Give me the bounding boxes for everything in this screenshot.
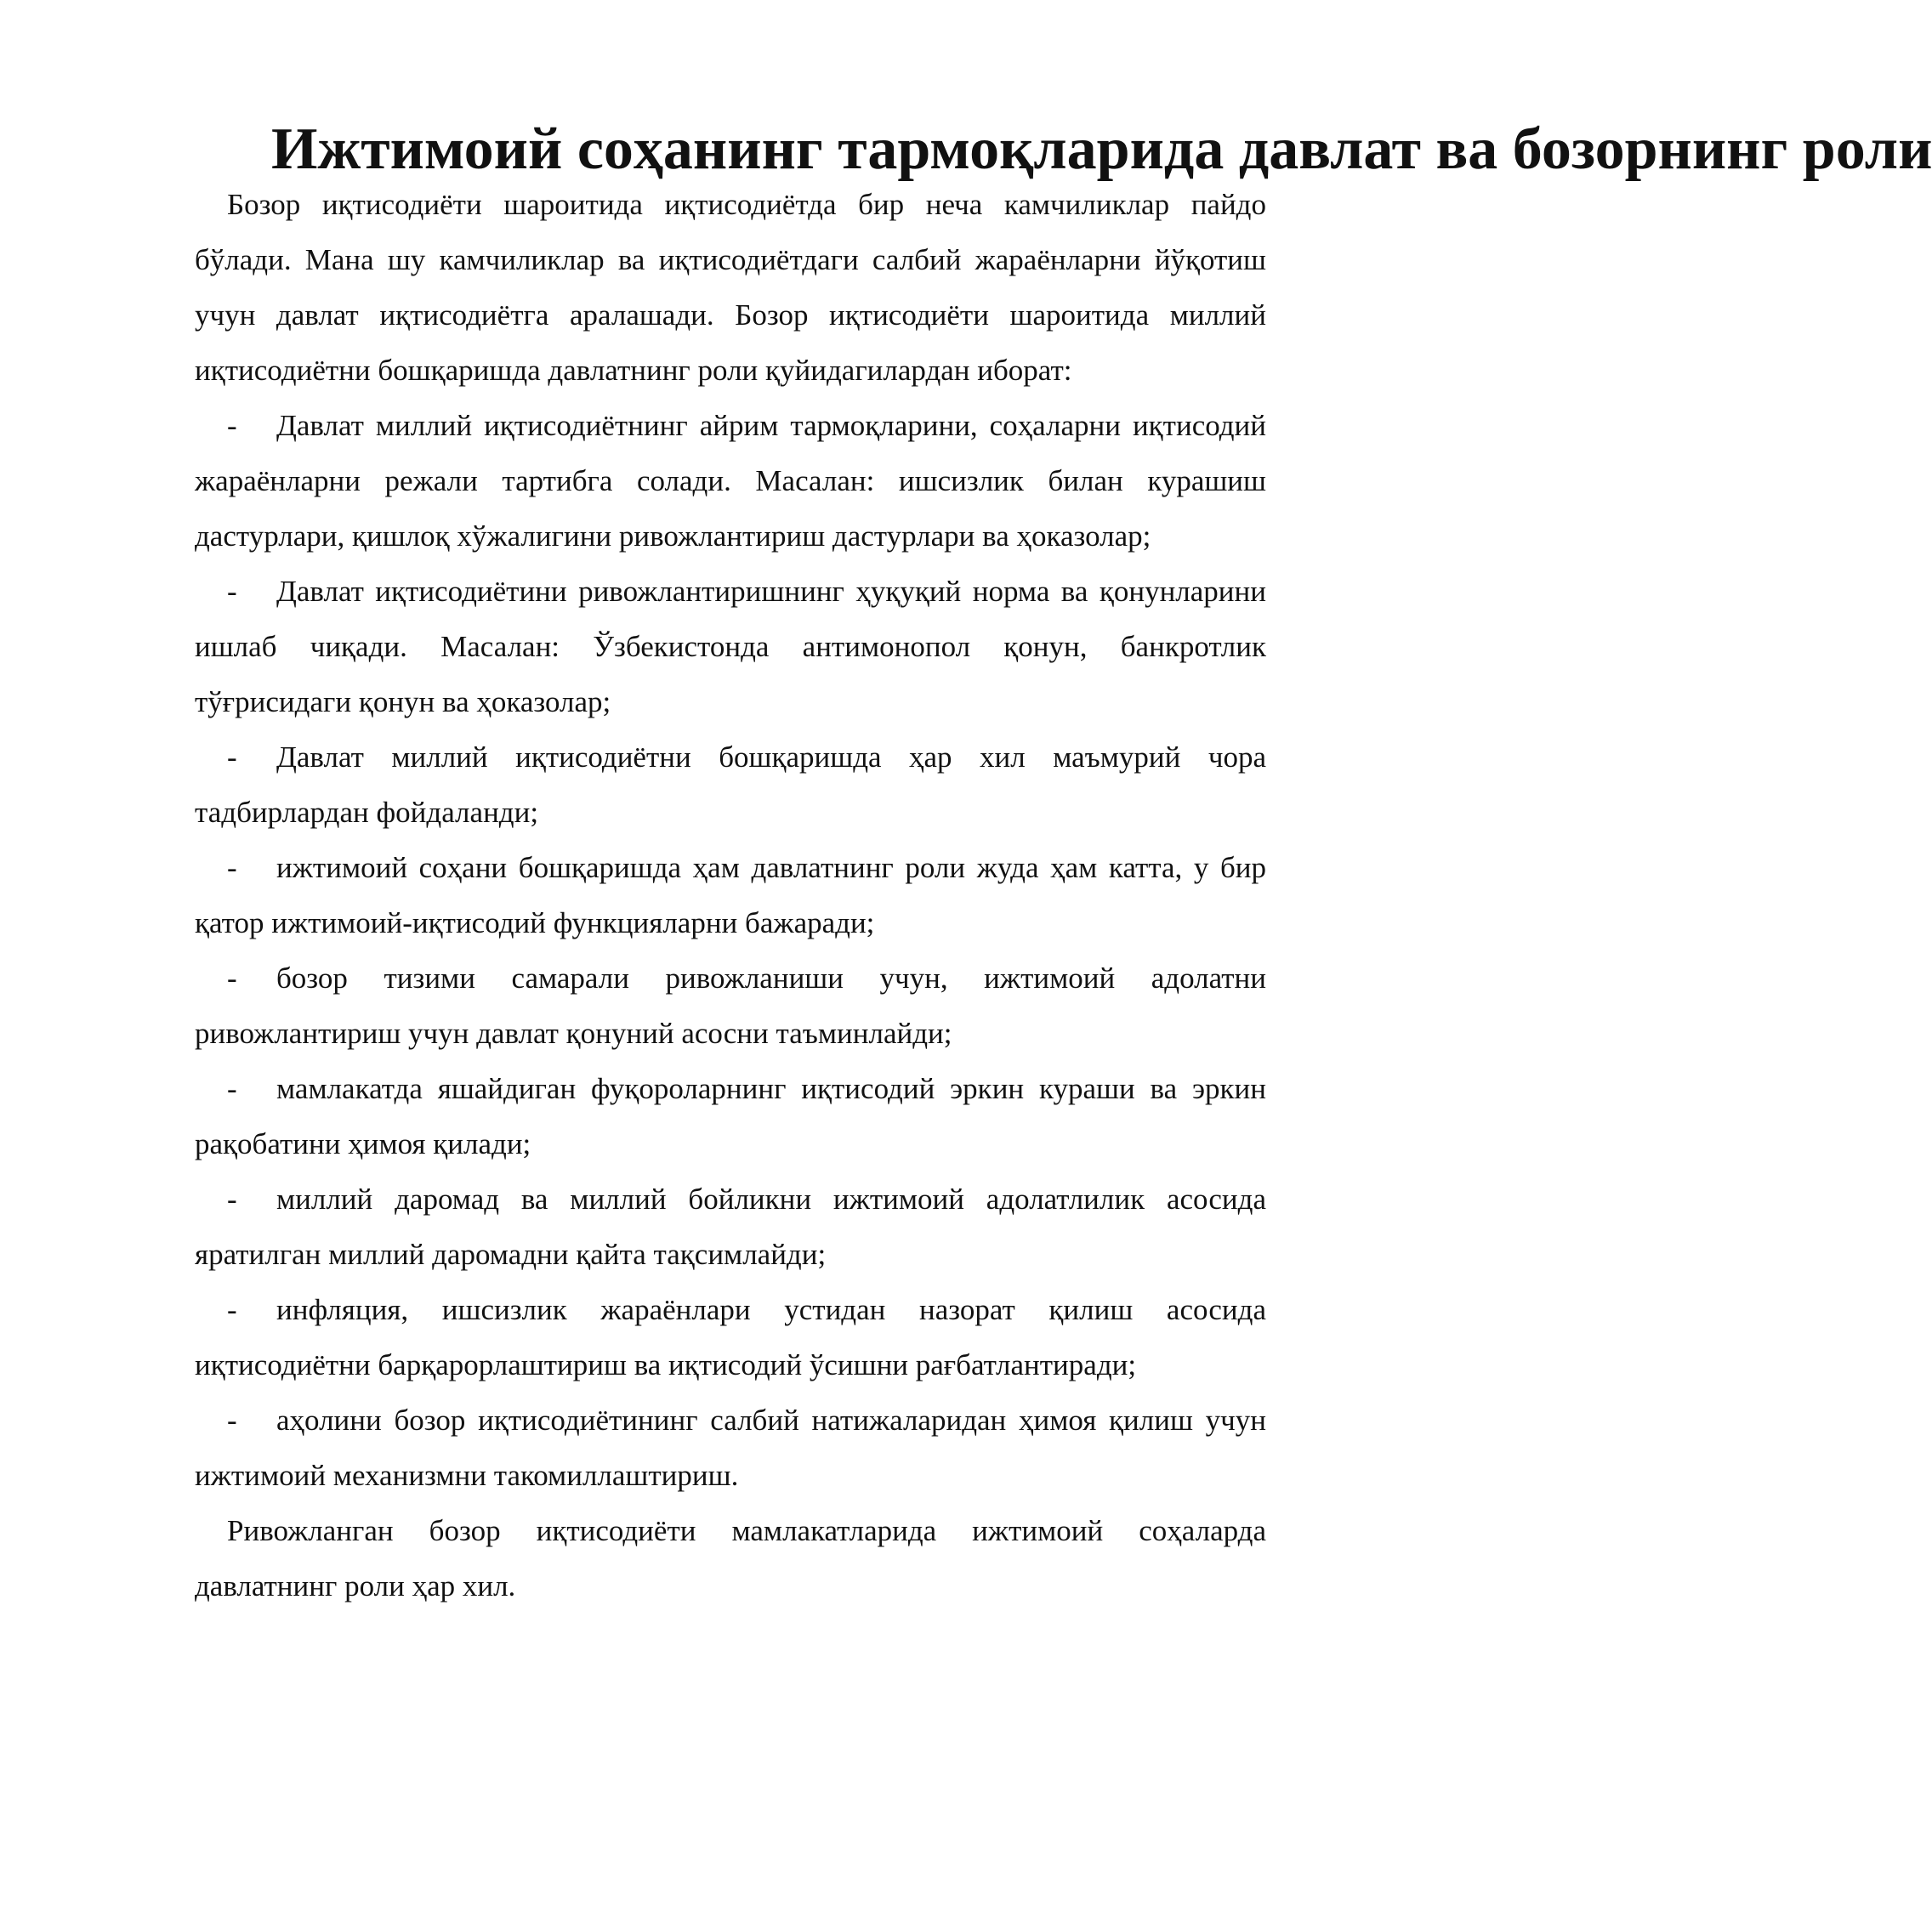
list-item-text: миллий даромад ва миллий бойликни ижтимоий адолатлилик асосида яратилган миллий даромадни қайта тақсимлайди;: [195, 1183, 1266, 1271]
bullet-dash: -: [227, 575, 237, 608]
list-item: [195, 840, 1266, 950]
list-item-text: мамлакатда яшайдиган фуқороларнинг иқтисодий эркин кураши ва эркин рақобатини ҳимоя қилади;: [195, 1072, 1266, 1160]
list-item-text: Давлат иқтисодиётини ривожлантиришнинг ҳуқуқий норма ва қонунларини ишлаб чиқади. Масалан: Ўзбекистонда антимонопол қонун, банкротлик тўғрисидаги қонун ва ҳоказолар;: [195, 575, 1266, 718]
bullet-dash: -: [227, 1183, 237, 1216]
bullet-dash: -: [227, 409, 237, 442]
list-item: [195, 564, 1266, 729]
list-item-text: аҳолини бозор иқтисодиётининг салбий натижаларидан ҳимоя қилиш учун ижтимоий механизмни такомиллаштириш.: [195, 1404, 1266, 1492]
bullet-dash: -: [227, 740, 237, 774]
bullet-dash: -: [227, 1072, 237, 1105]
list-item: [195, 950, 1266, 1061]
conclusion-paragraph: Ривожланган бозор иқтисодиёти мамлакатларида ижтимоий соҳаларда давлатнинг роли ҳар хил.: [195, 1514, 1266, 1602]
list-item-text: инфляция, ишсизлик жараёнлари устидан назорат қилиш асосида иқтисодиётни барқарорлаштириш ва иқтисодий ўсишни рағбатлантиради;: [195, 1293, 1266, 1381]
list-item: [195, 1393, 1266, 1503]
list-item-text: ижтимоий соҳани бошқаришда ҳам давлатнинг роли жуда ҳам катта, у бир қатор ижтимоий-иқтисодий функцияларни бажаради;: [195, 851, 1266, 939]
bullet-dash: -: [227, 1293, 237, 1326]
document-page: [195, 116, 1932, 1614]
list-item-text: бозор тизими самарали ривожланиши учун, ижтимоий адолатни ривожлантириш учун давлат қонуний асосни таъминлайди;: [195, 962, 1266, 1050]
list-item: [195, 1171, 1266, 1282]
list-item: [195, 729, 1266, 840]
list-item: [195, 398, 1266, 564]
list-item: [195, 1282, 1266, 1393]
document-title: Ижтимоий соҳанинг тармоқларида давлат ва бозорнинг роли: [271, 116, 1932, 182]
list-item-text: Давлат миллий иқтисодиётнинг айрим тармоқларини, соҳаларни иқтисодий жараёнларни режали тартибга солади. Масалан: ишсизлик билан курашиш дастурлари, қишлоқ хўжалигини ривожлантириш дастурлари ва ҳоказолар;: [195, 409, 1266, 553]
list-item: [195, 1061, 1266, 1171]
intro-paragraph: Бозор иқтисодиёти шароитида иқтисодиётда бир неча камчиликлар пайдо бўлади. Мана шу камчиликлар ва иқтисодиётдаги салбий жараёнларни йўқотиш учун давлат иқтисодиётга аралашади. Бозор иқтисодиёти шароитида миллий иқтисодиётни бошқаришда давлатнинг роли қуйидагилардан иборат:: [195, 188, 1266, 387]
bullet-dash: -: [227, 962, 237, 995]
list-item-text: Давлат миллий иқтисодиётни бошқаришда ҳар хил маъмурий чора тадбирлардан фойдаланди;: [195, 740, 1266, 829]
bullet-dash: -: [227, 1404, 237, 1437]
bullet-dash: -: [227, 851, 237, 884]
